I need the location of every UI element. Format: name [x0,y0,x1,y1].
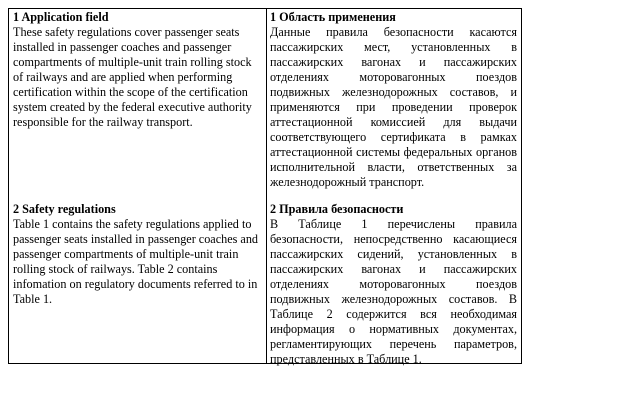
section-safety-regulations-ru [270,202,517,367]
section-body: Table 1 contains the safety regulations applied to passenger seats installed in passenger coaches and passenger compartments of multiple-unit train rolling stock of railways. Table 2 contains infomation on regulatory documents referred to in Table 1. [13,217,259,306]
bilingual-table [8,8,522,364]
section-application-field-ru [270,10,517,190]
section-heading: 1 Область применения [270,10,396,24]
section-body: В Таблице 1 перечислены правила безопасности, непосредственно касающиеся пассажирских сидений, установленных в пассажирских вагонах и пассажирских отделениях моторовагонных поездов подвижных железнодорожных составов. В Таблице 2 содержится вся необходимая информация о нормативных документах, регламентирующих перечень параметров, представленных в Таблице 1. [270,217,517,366]
section-safety-regulations-en [13,202,262,307]
section-heading: 1 Application field [13,10,109,24]
english-column [9,9,267,363]
section-heading: 2 Safety regulations [13,202,116,216]
section-body: Данные правила безопасности касаются пассажирских мест, установленных в пассажирских вагонах и пассажирских отделениях моторовагонных поездов подвижных железнодорожных составов, и применяются при проведении проверок аттестационной комиссией для выдачи соответствующего сертификата в рамках аттестационной системы федеральных органов исполнительной власти, ответственных за железнодорожный транспорт. [270,25,517,189]
section-application-field-en [13,10,262,130]
section-body: These safety regulations cover passenger seats installed in passenger coaches and passenger compartments of multiple-unit train rolling stock of railways and are applied when performing certification within the scope of the certification system created by the federal executive authority responsible for the railway transport. [13,25,252,129]
section-heading: 2 Правила безопасности [270,202,404,216]
russian-column [267,9,521,366]
